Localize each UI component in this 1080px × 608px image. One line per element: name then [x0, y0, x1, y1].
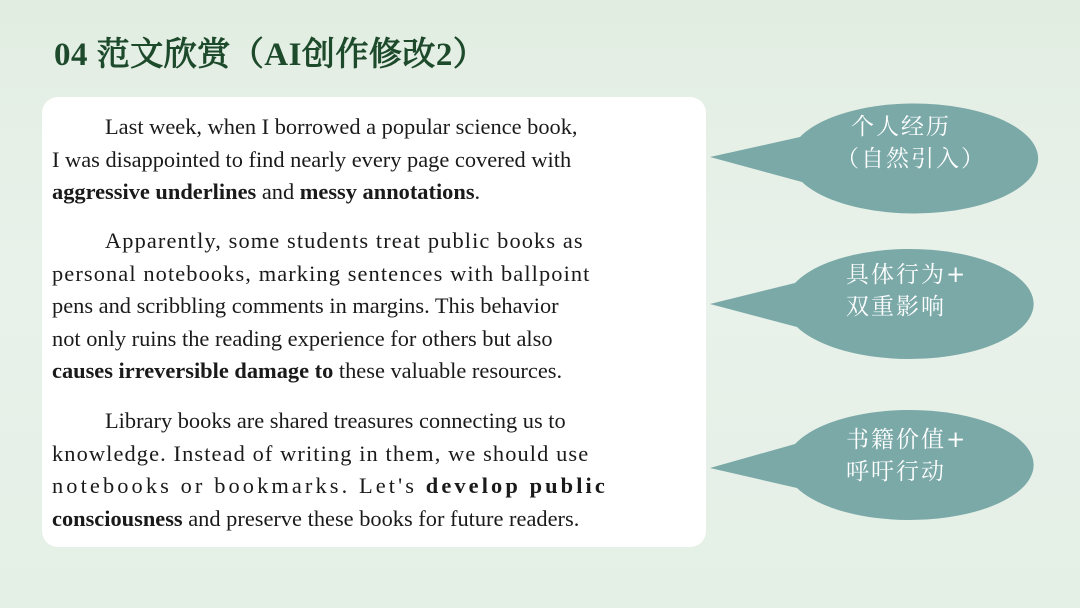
- essay-text: Library books are shared treasures connecting us to: [105, 408, 566, 433]
- essay-text: notebooks or bookmarks. Let's: [52, 473, 426, 498]
- highlight-phrase: develop public: [425, 473, 608, 498]
- highlight-phrase: aggressive underlines: [52, 179, 257, 204]
- essay-line: pens and scribbling comments in margins. This behavior: [52, 293, 559, 318]
- essay-text: Apparently, some students treat public books as: [105, 228, 584, 253]
- essay-line: not only ruins the reading experience for others but also: [52, 325, 553, 351]
- bubble-label-2: [846, 259, 967, 323]
- essay-text: Last week, when I borrowed a popular science book,: [105, 114, 578, 139]
- highlight-phrase: messy annotations: [299, 179, 475, 204]
- bubble-line: 书籍价值+: [846, 427, 968, 453]
- bubble-line: 呼吁行动: [846, 459, 946, 485]
- highlight-phrase: causes irreversible damage to: [52, 358, 334, 383]
- essay-line: knowledge. Instead of writing in them, we should use: [52, 440, 590, 466]
- bubble-line: 个人经历: [851, 114, 951, 140]
- essay-line: I was disappointed to find nearly every page covered with: [52, 146, 572, 172]
- bubble-line: 具体行为+: [846, 262, 968, 288]
- essay-text: and preserve these books for future readers.: [182, 505, 580, 531]
- bubble-label-1: [836, 111, 986, 175]
- bubble-line: （自然引入）: [836, 146, 986, 172]
- essay-line: personal notebooks, marking sentences with ballpoint: [52, 260, 591, 286]
- bubble-label-3: [846, 424, 967, 488]
- essay-text: these valuable resources.: [333, 358, 563, 383]
- essay-text: and: [256, 179, 300, 204]
- essay-text: .: [474, 179, 481, 204]
- bubble-line: 双重影响: [846, 294, 946, 320]
- slide-title: 04 范文欣赏（AI创作修改2）: [54, 37, 487, 73]
- highlight-phrase: consciousness: [52, 505, 183, 531]
